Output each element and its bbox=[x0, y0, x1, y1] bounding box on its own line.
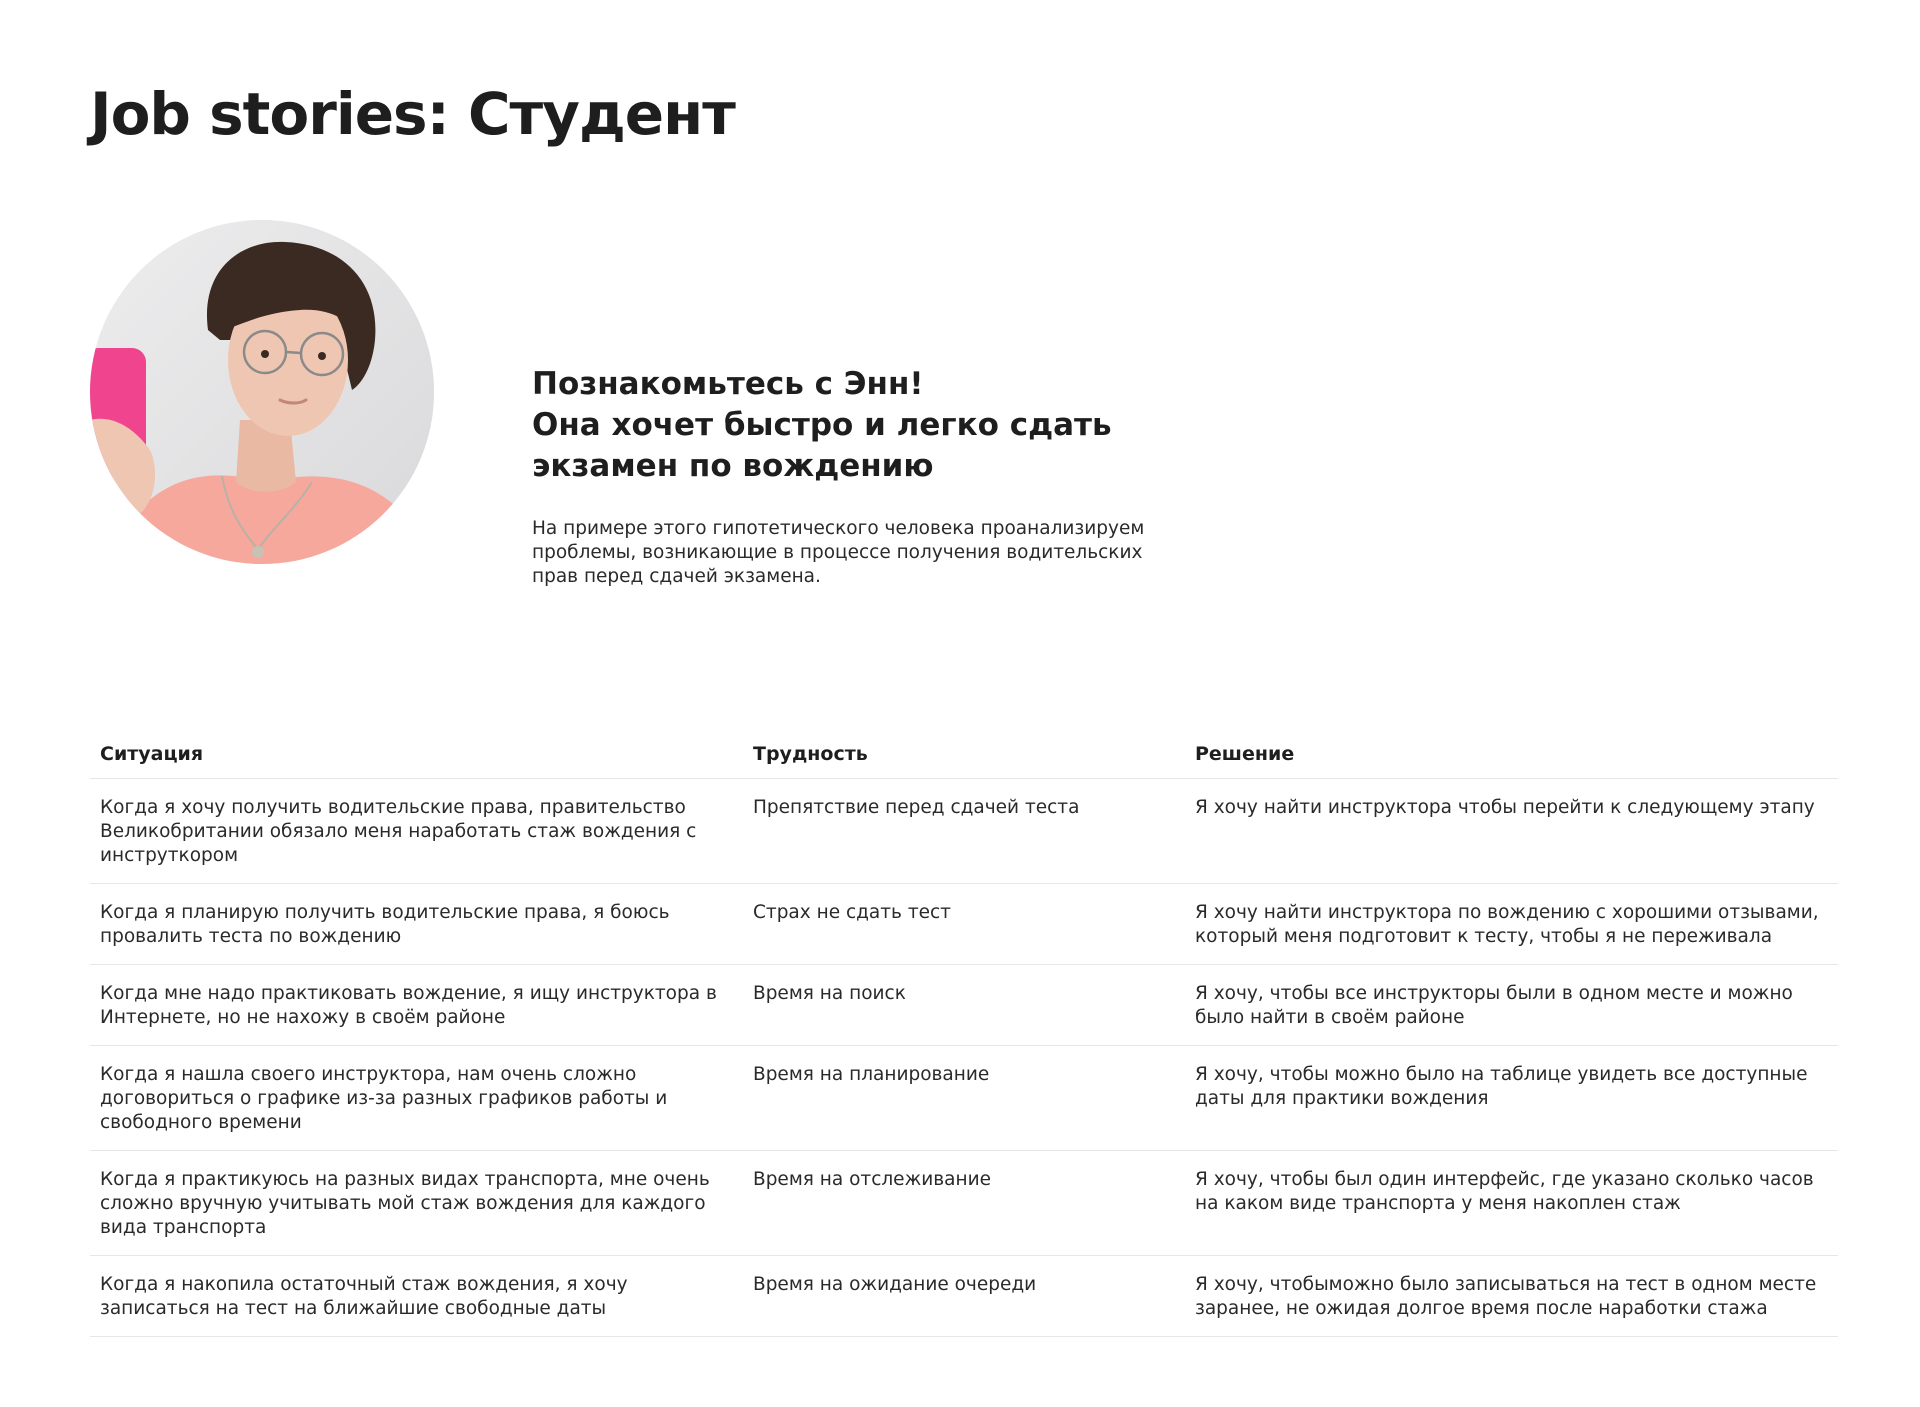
difficulty-cell: Время на отслеживание bbox=[743, 1151, 1185, 1256]
difficulty-cell: Страх не сдать тест bbox=[743, 884, 1185, 965]
situation-cell: Когда я хочу получить водительские права, правительство Великобритании обязало меня наработать стаж вождения с инструткором bbox=[90, 779, 743, 884]
situation-cell: Когда я накопила остаточный стаж вождения, я хочу записаться на тест на ближайшие свободные даты bbox=[90, 1256, 743, 1337]
persona-heading-line: Познакомьтесь с Энн! bbox=[532, 366, 924, 402]
difficulty-cell: Время на поиск bbox=[743, 965, 1185, 1046]
situation-cell: Когда я планирую получить водительские права, я боюсь провалить теста по вождению bbox=[90, 884, 743, 965]
header-situation: Ситуация bbox=[90, 726, 743, 779]
table-row bbox=[90, 965, 1838, 1046]
difficulty-cell: Препятствие перед сдачей теста bbox=[743, 779, 1185, 884]
persona-description: На примере этого гипотетического человека проанализируем проблемы, возникающие в процессе получения водительских прав перед сдачей экзамена. bbox=[532, 518, 1145, 587]
table-row bbox=[90, 884, 1838, 965]
table-row bbox=[90, 1046, 1838, 1151]
student-photo-icon bbox=[90, 220, 434, 564]
persona-heading bbox=[532, 364, 1192, 487]
situation-cell: Когда я практикуюсь на разных видах транспорта, мне очень сложно вручную учитывать мой стаж вождения для каждого вида транспорта bbox=[90, 1151, 743, 1256]
persona-avatar bbox=[90, 220, 434, 564]
header-solution: Решение bbox=[1185, 726, 1838, 779]
solution-cell: Я хочу, чтобыможно было записываться на тест в одном месте заранее, не ожидая долгое время после наработки стажа bbox=[1185, 1256, 1838, 1337]
table-row bbox=[90, 779, 1838, 884]
solution-cell: Я хочу, чтобы был один интерфейс, где указано сколько часов на каком виде транспорта у меня накоплен стаж bbox=[1185, 1151, 1838, 1256]
situation-cell: Когда я нашла своего инструктора, нам очень сложно договориться о графике из-за разных графиков работы и свободного времени bbox=[90, 1046, 743, 1151]
situation-cell: Когда мне надо практиковать вождение, я ищу инструктора в Интернете, но не нахожу в своём районе bbox=[90, 965, 743, 1046]
page-title: Job stories: Студент bbox=[90, 80, 735, 148]
solution-cell: Я хочу найти инструктора по вождению с хорошими отзывами, который меня подготовит к тесту, чтобы я не переживала bbox=[1185, 884, 1838, 965]
difficulty-cell: Время на ожидание очереди bbox=[743, 1256, 1185, 1337]
difficulty-cell: Время на планирование bbox=[743, 1046, 1185, 1151]
solution-cell: Я хочу найти инструктора чтобы перейти к следующему этапу bbox=[1185, 779, 1838, 884]
solution-cell: Я хочу, чтобы все инструкторы были в одном месте и можно было найти в своём районе bbox=[1185, 965, 1838, 1046]
persona-intro bbox=[532, 364, 1192, 589]
table-header-row bbox=[90, 726, 1838, 779]
table-row bbox=[90, 1256, 1838, 1337]
solution-cell: Я хочу, чтобы можно было на таблице увидеть все доступные даты для практики вождения bbox=[1185, 1046, 1838, 1151]
table-row bbox=[90, 1151, 1838, 1256]
header-difficulty: Трудность bbox=[743, 726, 1185, 779]
persona-heading-line: Она хочет быстро и легко сдать bbox=[532, 407, 1112, 443]
persona-heading-line: экзамен по вождению bbox=[532, 448, 934, 484]
job-stories-table bbox=[90, 726, 1838, 1337]
